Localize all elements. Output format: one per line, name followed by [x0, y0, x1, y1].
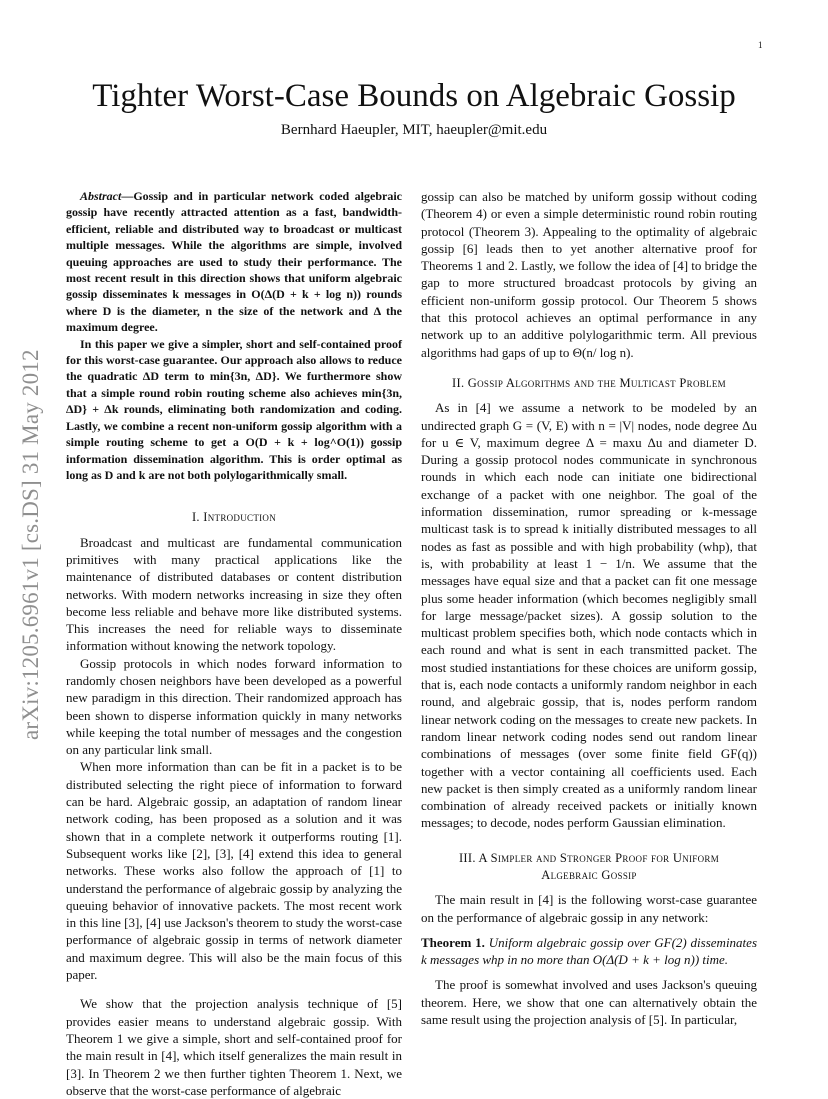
intro-paragraph-4: We show that the projection analysis technique of [5] provides easier means to understand algebraic gossip. With Theorem 1 we give a simple, short and self-contained proof for the main result in [4], which itself generalizes the main result in [3]. In Theorem 2 we then further tighten Theorem 1. Next, we observe that the worst-case performance of algebraic	[66, 996, 402, 1098]
page-number: 1	[758, 40, 763, 50]
abstract-paragraph-1: Abstract—Gossip and in particular network coded algebraic gossip have recently attracted attention as a fast, bandwidth-efficient, reliable and distributed way to broadcast or multicast multiple messages. While the algorithms are simple, involved queuing approaches are used to study their performance. The most recent result in this direction shows that uniform algebraic gossip disseminates k messages in O(Δ(D + k + log n)) rounds where D is the diameter, n the size of the network and Δ the maximum degree.	[66, 189, 402, 335]
section3-heading-line-2: Algebraic Gossip	[541, 867, 637, 882]
section3-heading-line-1: III. A Simpler and Stronger Proof for Uniform	[458, 850, 720, 865]
theorem-body: Uniform algebraic gossip over GF(2) disseminates k messages whp in no more than O(Δ(D + k + log n)) time.	[421, 934, 757, 968]
intro-continuation-paragraph: gossip can also be matched by uniform gossip without coding (Theorem 4) or even a simple deterministic round robin routing protocol (Theorem 3). Appealing to the optimality of algebraic gossip [6] leads then to yet another alternative proof for Theorems 1 and 2. Lastly, we follow the idea of [4] to bridge the gap to more structured broadcast protocols by giving an efficient non-uniform gossip protocol. Our Theorem 5 shows that this protocol achieves an optimal performance in any network up to an additive polylogarithmic term. All previous algorithms had gaps of up to Θ(n/ log n).	[421, 189, 757, 360]
section-heading-gossip-algorithms: II. Gossip Algorithms and the Multicast Problem	[452, 375, 726, 390]
abstract	[66, 188, 402, 483]
intro-paragraph-3: When more information than can be fit in a packet is to be distributed selecting the right piece of information to forward can be hard. Algebraic gossip, an adaptation of random linear network coding, has been proposed as a solution and it was shown that in a complete network it outperforms routing [1]. Subsequent works like [2], [3], [4] extend this idea to general networks. These works also follow the approach of [1] to understand the performance of algebraic gossip by analyzing the queuing behavior of innovative packets. The most recent work in this line [3], [4] use Jackson's theorem to study the worst-case performance of algebraic gossip in terms of network diameter and maximum degree. This will also be the main focus of this paper.	[66, 759, 402, 983]
theorem-label: Theorem 1.	[421, 934, 485, 950]
section3-paragraph-2: The proof is somewhat involved and uses Jackson's queuing theorem. Here, we show that one can alternatively obtain the same result using the projection analysis of [5]. In particular,	[421, 977, 757, 1028]
section-heading-introduction: I. Introduction	[191, 510, 277, 525]
abstract-paragraph-2: In this paper we give a simpler, short and self-contained proof for this worst-case guarantee. Our approach also allows to reduce the quadratic ΔD term to min{3n, ΔD}. We furthermore show that a simple round robin routing scheme also achieves min{3n, ΔD} + Δk rounds, eliminating both randomization and coding. Lastly, we combine a recent non-uniform gossip algorithm with a simple routing scheme to get a O(D + k + log^O(1)) gossip information dissemination algorithm. This is order optimal as long as D and k are not both polylogarithmically small.	[66, 336, 402, 482]
section2-paragraph-1: As in [4] we assume a network to be modeled by an undirected graph G = (V, E) with n = |V| nodes, node degree Δu for u ∈ V, maximum degree Δ = maxu Δu and diameter D. During a gossip protocol nodes communicate in synchronous rounds in which each node can initiate one bidirectional exchange of a packet with one neighbor. The goal of the information dissemination, rumor spreading or k-message multicast task is to spread k initially distributed messages to all nodes as fast as possible and with high probability (whp), that is, with probability at least 1 − 1/n. We assume that the messages have equal size and that a packet can fit one message plus some header information (which becomes negligibly small for large message/packet sizes). A gossip solution to the multicast problem specifies both, which node contacts which in each round and what is sent in each transmitted packet. The most studied instantiations for these choices are uniform gossip, that is, each node contacts a uniformly random neighbor in each round, and algebraic gossip, that is, nodes perform random linear network coding on the messages to create new packets. In random linear network coding nodes send out random linear combinations of messages (over some finite field GF(q)) together with a vector containing all coefficients used. Each new packet is then simply created as a uniformly random linear combination of already received packets or initially known messages; to decode, nodes perform Gaussian elimination.	[421, 400, 757, 831]
paper-title: Tighter Worst-Case Bounds on Algebraic Gossip	[92, 78, 736, 114]
section-heading-simpler-proof	[421, 850, 757, 885]
right-column	[421, 188, 757, 1028]
author-line: Bernhard Haeupler, MIT, haeupler@mit.edu	[280, 122, 548, 138]
arxiv-stamp[interactable]: arXiv:1205.6961v1 [cs.DS] 31 May 2012	[18, 349, 43, 740]
intro-paragraph-2: Gossip protocols in which nodes forward information to randomly chosen neighbors have been developed as a powerful new paradigm in this direction. Their randomized approach has been shown to disperse information quickly in many networks while keeping the total number of messages and the congestion on any particular link small.	[66, 655, 402, 758]
left-column	[66, 188, 402, 1099]
theorem-1	[421, 934, 757, 969]
intro-paragraph-1: Broadcast and multicast are fundamental communication primitives with many practical applications like the maintenance of distributed databases or content distribution networks. With modern networks increasing in size they often become less reliable and behave more like distributed systems. This increases the need for reliable ways to disseminate information without knowing the network topology.	[66, 534, 402, 654]
abstract-label: Abstract	[80, 189, 122, 203]
section3-paragraph-1: The main result in [4] is the following worst-case guarantee on the performance of algebraic gossip in any network:	[421, 892, 757, 925]
